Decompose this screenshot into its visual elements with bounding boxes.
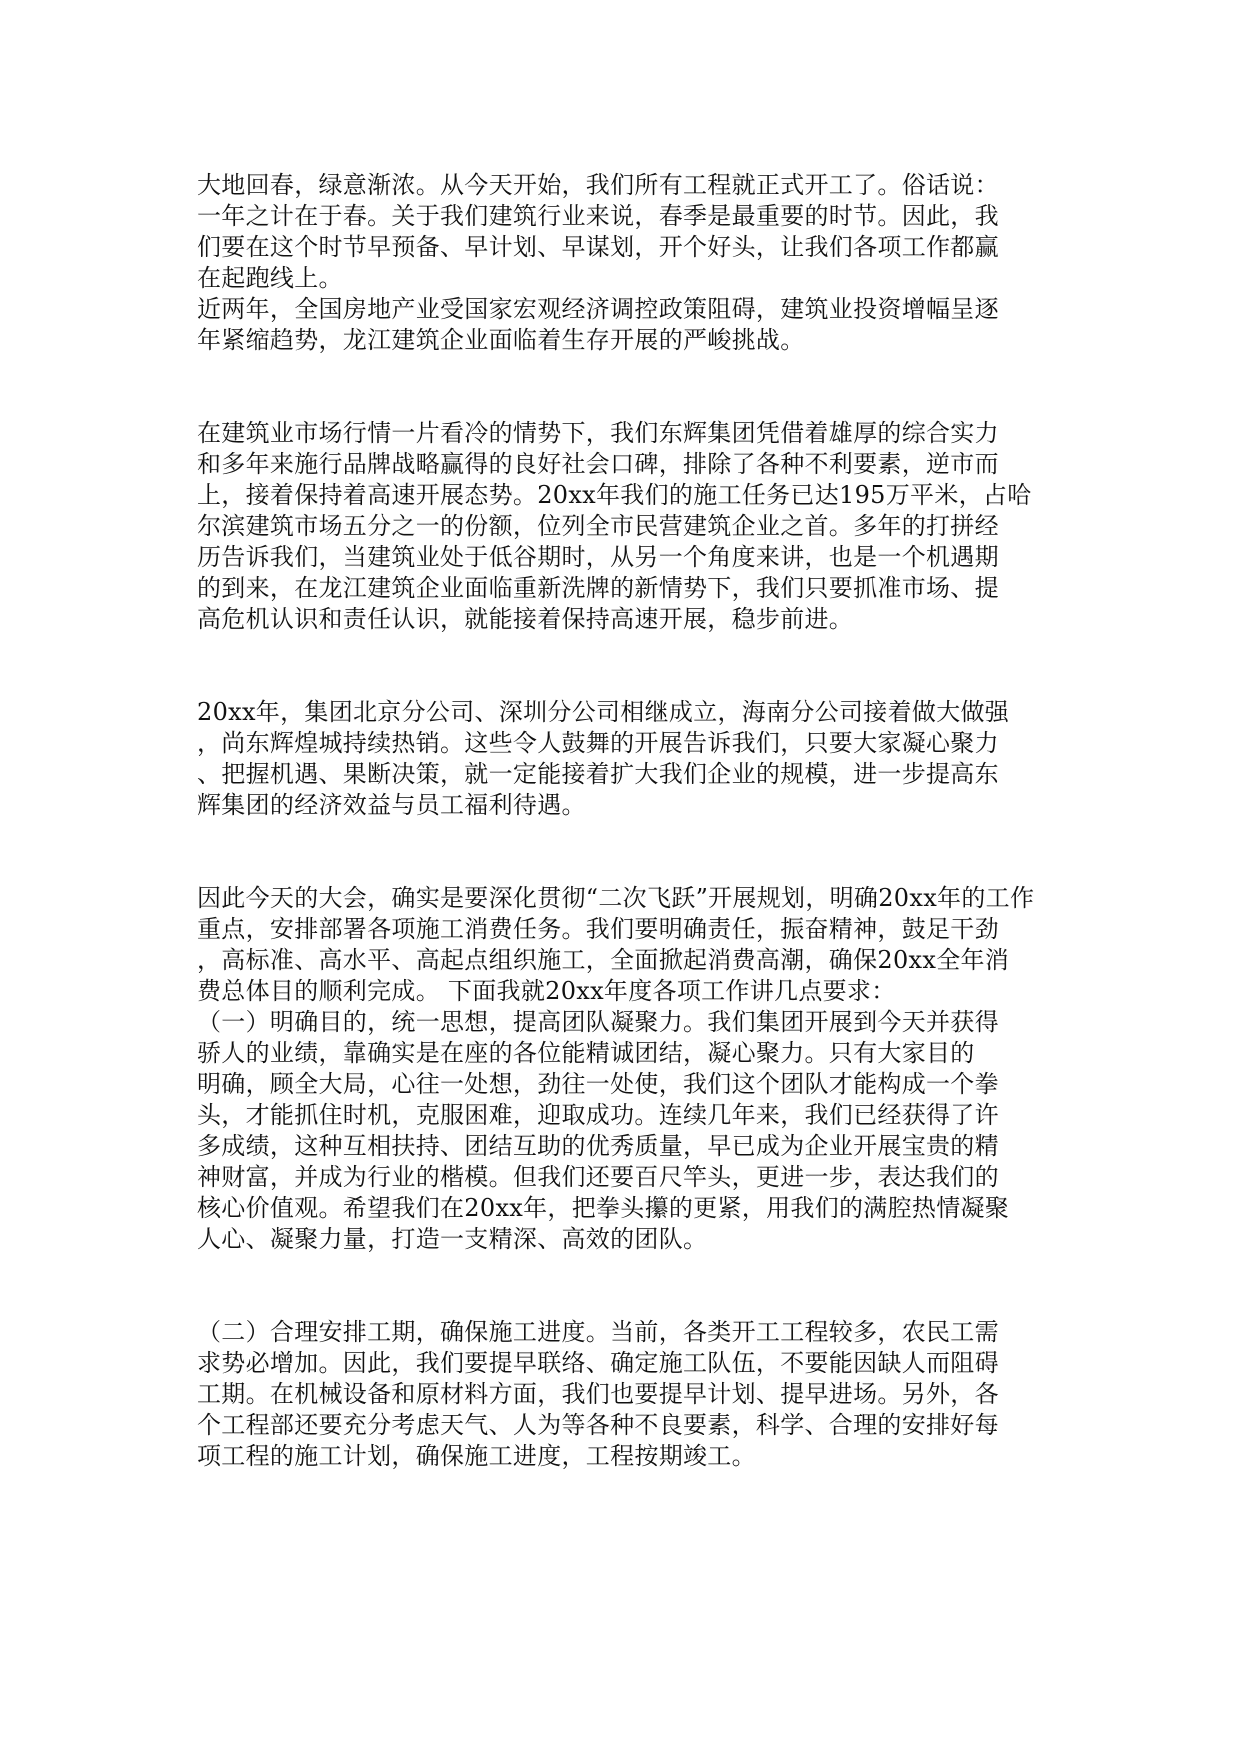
text-line: 20xx年，集团北京分公司、深圳分公司相继成立，海南分公司接着做大做强 (197, 698, 1010, 726)
text-line: 高危机认识和责任认识，就能接着保持高速开展，稳步前进。 (197, 605, 854, 633)
text-line: 重点，安排部署各项施工消费任务。我们要明确责任，振奋精神，鼓足干劲 (197, 915, 999, 943)
text-line: ，高标准、高水平、高起点组织施工，全面掀起消费高潮，确保20xx全年消 (197, 946, 1010, 974)
text-line: 多成绩，这种互相扶持、团结互助的优秀质量，早已成为企业开展宝贵的精 (197, 1132, 999, 1160)
text-line: 个工程部还要充分考虑天气、人为等各种不良要素，科学、合理的安排好每 (197, 1411, 999, 1439)
text-line: 神财富，并成为行业的楷模。但我们还要百尺竿头，更进一步，表达我们的 (197, 1163, 999, 1191)
text-line: 们要在这个时节早预备、早计划、早谋划，开个好头，让我们各项工作都赢 (197, 233, 999, 261)
text-line: 年紧缩趋势，龙江建筑企业面临着生存开展的严峻挑战。 (197, 326, 805, 354)
text-line: 骄人的业绩，靠确实是在座的各位能精诚团结，凝心聚力。只有大家目的 (197, 1039, 975, 1067)
text-line: ，尚东辉煌城持续热销。这些令人鼓舞的开展告诉我们，只要大家凝心聚力 (197, 729, 999, 757)
text-line: 费总体目的顺利完成。 下面我就20xx年度各项工作讲几点要求： (197, 977, 896, 1005)
text-line: 头，才能抓住时机，克服困难，迎取成功。连续几年来，我们已经获得了许 (197, 1101, 999, 1129)
text-line: 辉集团的经济效益与员工福利待遇。 (197, 791, 586, 819)
text-line: 近两年，全国房地产业受国家宏观经济调控政策阻碍，建筑业投资增幅呈逐 (197, 295, 999, 323)
text-line: 的到来，在龙江建筑企业面临重新洗牌的新情势下，我们只要抓准市场、提 (197, 574, 999, 602)
text-line: 工期。在机械设备和原材料方面，我们也要提早计划、提早进场。另外，各 (197, 1380, 999, 1408)
text-line: 在起跑线上。 (197, 264, 343, 292)
text-line: 在建筑业市场行情一片看冷的情势下，我们东辉集团凭借着雄厚的综合实力 (197, 419, 999, 447)
text-line: 、把握机遇、果断决策，就一定能接着扩大我们企业的规模，进一步提高东 (197, 760, 999, 788)
text-line: 求势必增加。因此，我们要提早联络、确定施工队伍，不要能因缺人而阻碍 (197, 1349, 999, 1377)
text-line: （一）明确目的，统一思想，提高团队凝聚力。我们集团开展到今天并获得 (197, 1008, 999, 1036)
text-line: 尔滨建筑市场五分之一的份额，位列全市民营建筑企业之首。多年的打拼经 (197, 512, 999, 540)
text-line: 明确，顾全大局，心往一处想，劲往一处使，我们这个团队才能构成一个拳 (197, 1070, 999, 1098)
text-line: 历告诉我们，当建筑业处于低谷期时，从另一个角度来讲，也是一个机遇期 (197, 543, 999, 571)
text-line: 人心、凝聚力量，打造一支精深、高效的团队。 (197, 1225, 708, 1253)
text-line: 项工程的施工计划，确保施工进度，工程按期竣工。 (197, 1442, 756, 1470)
text-line: 和多年来施行品牌战略赢得的良好社会口碑，排除了各种不利要素，逆市而 (197, 450, 999, 478)
text-line: （二）合理安排工期，确保施工进度。当前，各类开工工程较多，农民工需 (197, 1318, 999, 1346)
text-line: 上，接着保持着高速开展态势。20xx年我们的施工任务已达195万平米，占哈 (197, 481, 1032, 509)
text-line: 因此今天的大会，确实是要深化贯彻“二次飞跃”开展规划，明确20xx年的工作 (197, 884, 1035, 912)
text-line: 大地回春，绿意渐浓。从今天开始，我们所有工程就正式开工了。俗话说： (197, 171, 999, 199)
text-line: 核心价值观。希望我们在20xx年，把拳头攥的更紧，用我们的满腔热情凝聚 (197, 1194, 1010, 1222)
text-line: 一年之计在于春。关于我们建筑行业来说，春季是最重要的时节。因此，我 (197, 202, 999, 230)
